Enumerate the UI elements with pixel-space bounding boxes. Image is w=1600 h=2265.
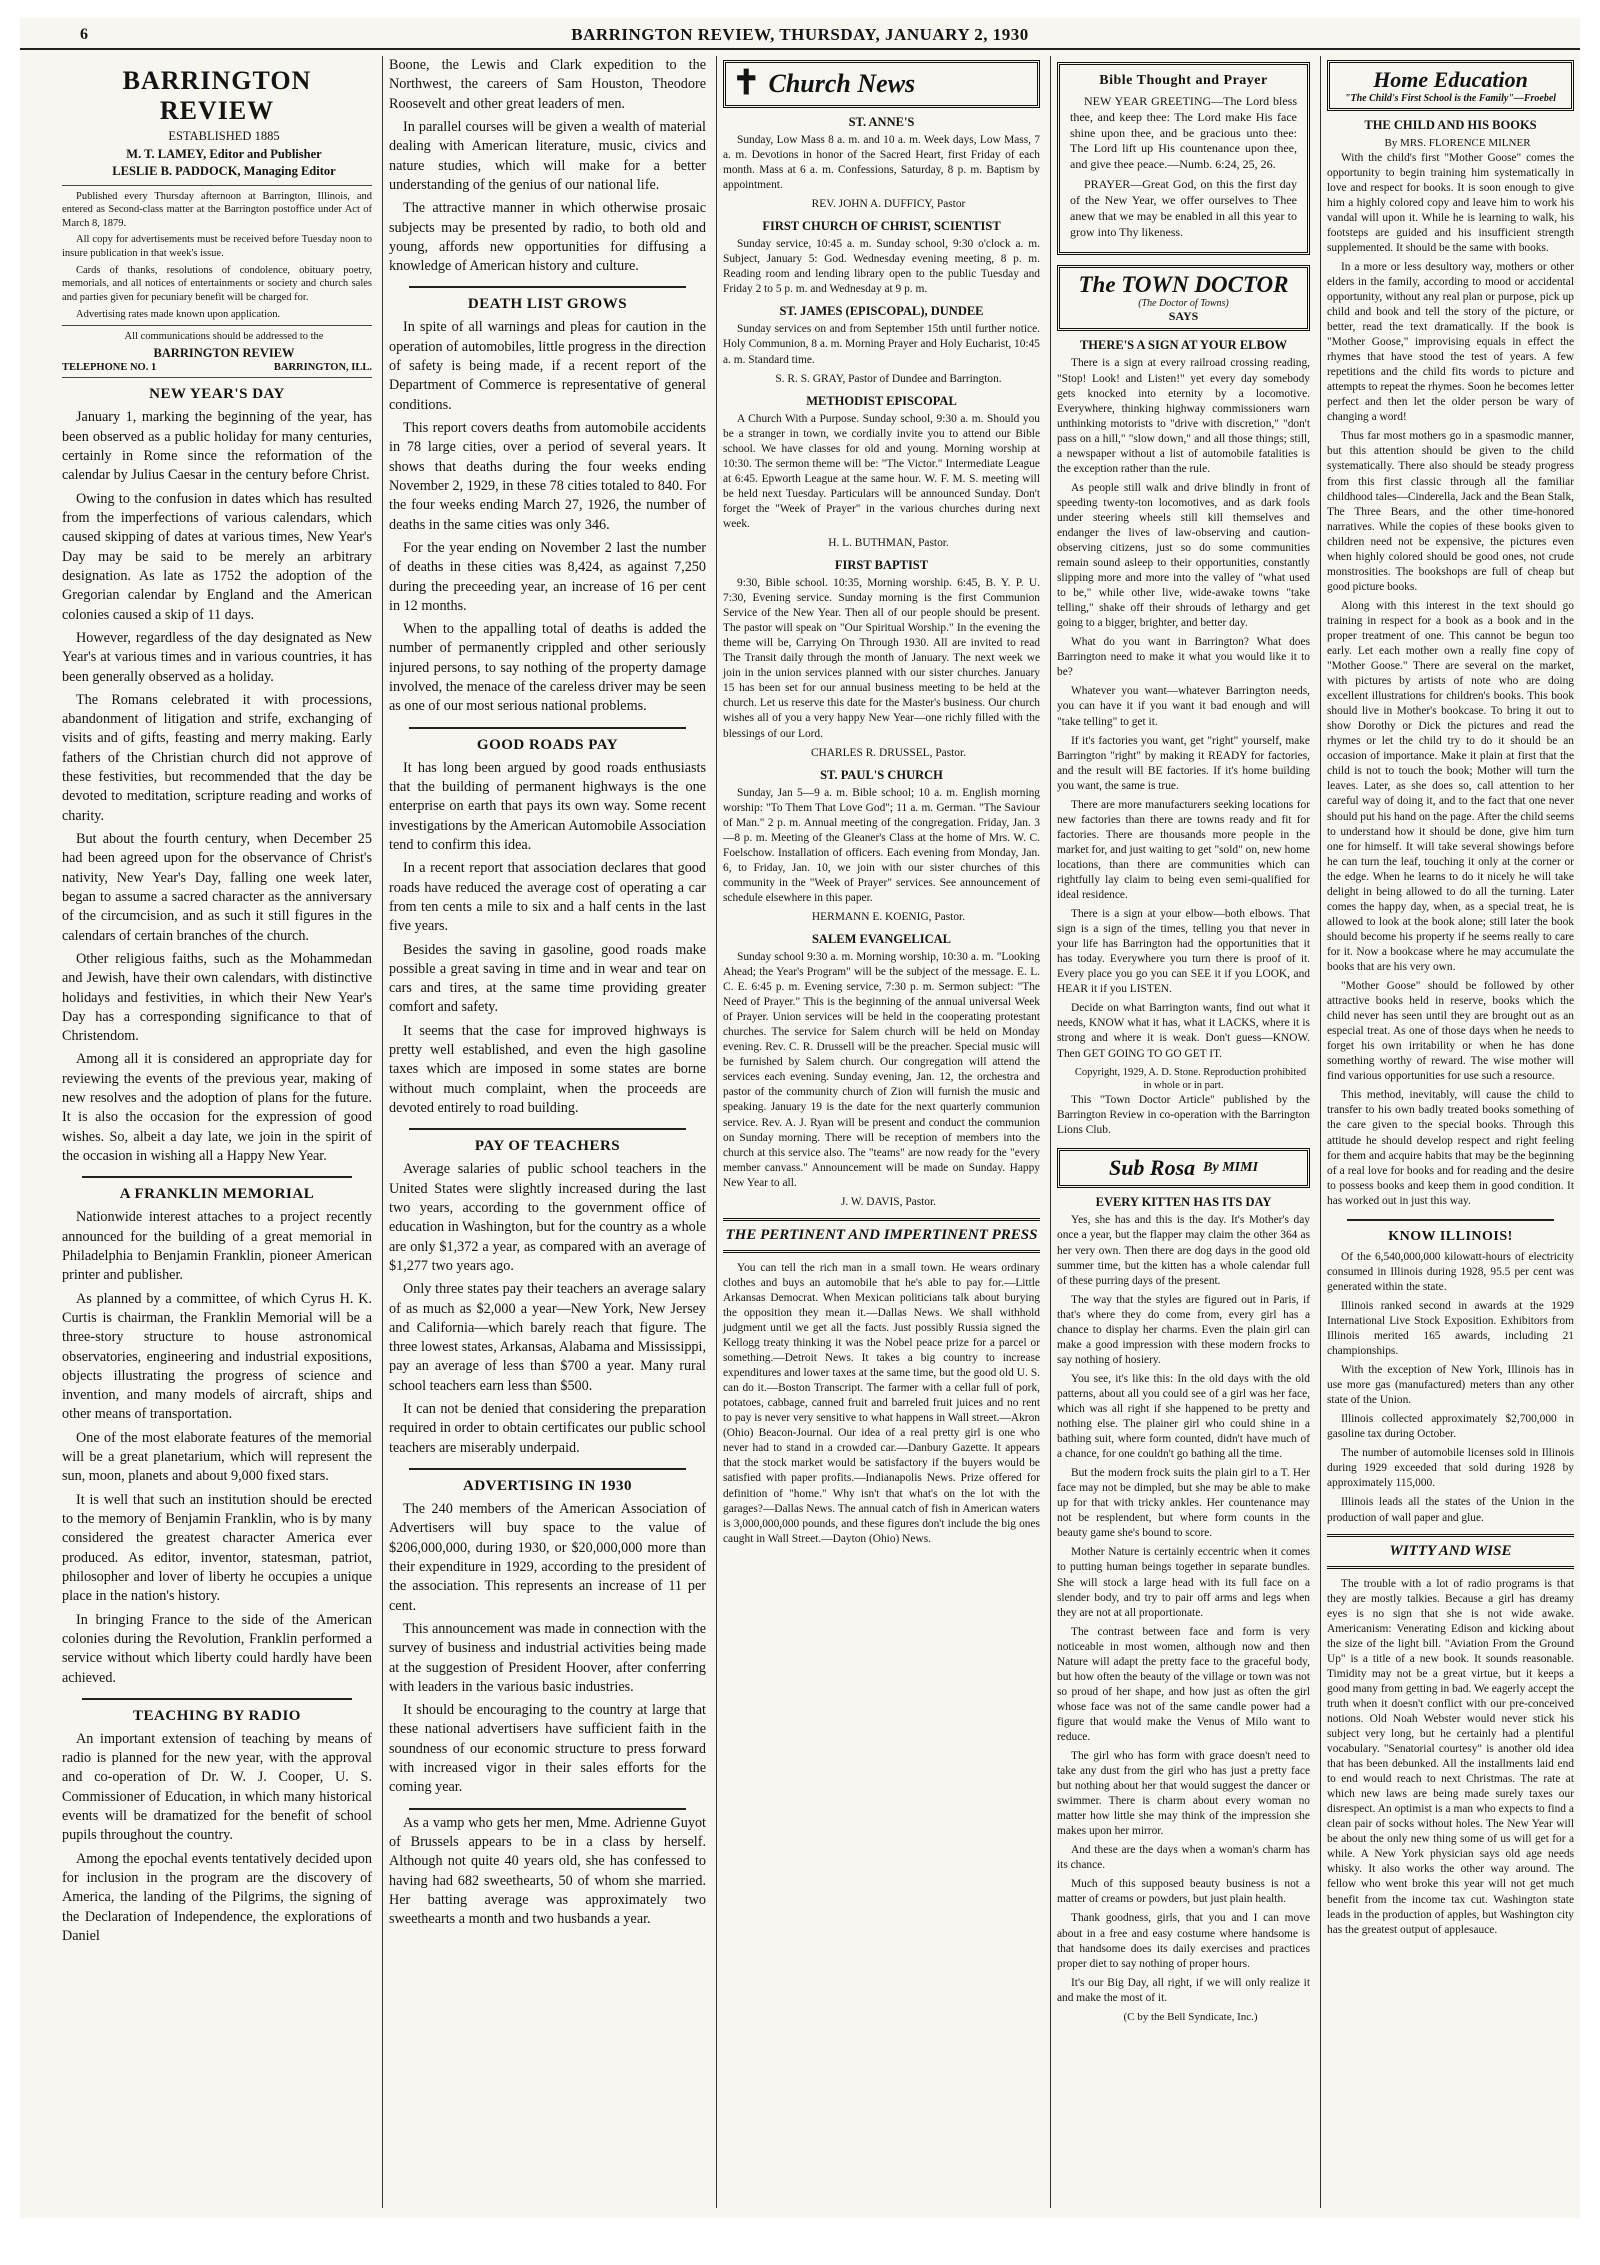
telephone: TELEPHONE NO. 1	[62, 362, 157, 374]
paragraph: However, regardless of the day designated as New Year's at various times and in various countries, it has been generally observed as a holiday.	[62, 629, 372, 685]
advertising-rates-note: Advertising rates made known upon application.	[76, 308, 281, 320]
paragraph: Illinois leads all the states of the Union in the production of wall paper and glue.	[1327, 1496, 1574, 1524]
column-2	[382, 56, 712, 2208]
paragraph: In spite of all warnings and pleas for caution in the operation of automobiles, little progress in the direction of safety is being made, if a recent report of the Department of Commerce is representative of general conditions.	[389, 319, 706, 413]
managing-editor-line: LESLIE B. PADDOCK, Managing Editor	[112, 164, 336, 178]
paragraph: The girl who has form with grace doesn't need to take any dust from the girl who has just a pretty face but nothing about her that would suggest the dancer or swimmer. There is charm about every woman no matter how little she may think of the impression she makes upon her mirror.	[1057, 1750, 1310, 1838]
established-line: ESTABLISHED 1885	[168, 129, 280, 143]
headline-teaching-by-radio: TEACHING BY RADIO	[133, 1707, 301, 1724]
church-pastor: H. L. BUTHMAN, Pastor.	[828, 536, 949, 549]
newspaper-brand: BARRINGTON REVIEW	[122, 66, 312, 125]
bible-greeting: NEW YEAR GREETING—The Lord bless thee, and keep thee: The Lord make His face shine upon thee, and be gracious unto thee: The Lord lift up His countenance upon thee, and give thee peace.—Numb. 6:24, 25, 26.	[1070, 94, 1297, 172]
paragraph: In a recent report that association declares that good roads have reduced the average cost of operating a car from ten cents a mile to six and a half cents in the last five years.	[389, 860, 706, 935]
divider	[409, 1468, 686, 1470]
sub-rosa-title: Sub Rosa	[1108, 1155, 1196, 1181]
divider	[62, 185, 372, 186]
town-doctor-title: The TOWN DOCTOR	[1078, 272, 1289, 298]
paragraph: If it's factories you want, get "right" yourself, make Barrington "right" by making it READY for factories, and the result will BE factories. If it's home building you want, the same is true.	[1057, 734, 1310, 792]
paragraph: Whatever you want—whatever Barrington needs, you can have it if you want it bad enough and will "take telling" to get it.	[1057, 685, 1310, 728]
church-pastor: S. R. S. GRAY, Pastor of Dundee and Barrington.	[775, 372, 1002, 385]
witty-and-wise-text: The trouble with a lot of radio programs is that they are mostly talkies. Because a girl has dreamy eyes is no sign that she is not wide awake. Americanism: Venerating Edison and kicking about the size of the light bill. "Aviation From the Ground Up" is a title of a new book. It sounds reasonable. Timidity may not be a great virtue, but it keeps a good many from getting in bad. We eagerly accept the truth when it doesn't conflict with our pre-conceived notions. Old Noah Webster would never stick his subject very long, but he certainly had a plentiful vocabulary. "Senatorial courtesy" is another old idea that has been debunked. All the installments laid end to end would reach to next Christmas. The rate at which new laws are being made surely taxes our disrespect. An optimist is a man who expects to find a clean pair of socks without holes. The New Year will be about the only new thing some of us will get for a while. A New York physician says old age needs whisky. It also works the other way around. The fellow who went broke this year will not get much benefit from the income tax cut. Washington state leads in the production of apples, but Washington city has the greatest output of applesauce.	[1327, 1577, 1574, 1936]
paragraph: This "Town Doctor Article" published by the Barrington Review in co-operation with the Barrington Lions Club.	[1057, 1094, 1310, 1137]
church-schedule: Sunday service, 10:45 a. m. Sunday school, 9:30 o'clock a. m. Subject, January 5: God. Wednesday evening meeting, 8 p. m. Reading room and lending library open to the public Tuesday and Friday 2 to 5 p. m. and Wednesday at 9 p. m.	[723, 238, 1040, 296]
divider	[62, 377, 372, 378]
paragraph: In a more or less desultory way, mothers or other elders in the family, according to mood or accidental opportunity, without any real plan or purpose, pick up child and book and tell the story of the picture, or better, read the text dramatically. If the book is "Mother Goose," improvising equals in effect the rhymes that have stood the test of years. A few repetitions and the child fits words to picture and attempts to repeat the rhymes. Soon he becomes letter perfect and then let the older person be wary of changing a word!	[1327, 260, 1574, 424]
paragraph: You see, it's like this: In the old days with the old patterns, about all you could see of a girl was her face, which was all right if she happened to be pretty and nothing else. The plainer girl who could shine in a bathing suit, where form counted, didn't have much of a chance, for one couldn't go bathing all the time.	[1057, 1372, 1310, 1461]
church-schedule: Sunday, Jan 5—9 a. m. Bible school; 10 a. m. English morning worship: "To Them That Love God"; 11 a. m. German. "The Saviour of Man." 2 p. m. Annual meeting of the congregation. Friday, Jan. 3—8 p. m. Meeting of the Gleaner's Class at the home of Mrs. W. C. Foelschow. Installation of officers. Each evening from Monday, Jan. 6, to Friday, Jan. 10, we join with our sister churches of this community in the "Week of Prayer" services. See announcement of schedule elsewhere in this paper.	[723, 786, 1040, 904]
pertinent-press-header: THE PERTINENT AND IMPERTINENT PRESS	[723, 1218, 1040, 1253]
paragraph: Average salaries of public school teachers in the United States were slightly increased during the last two years, according to the government office of education in Washington, but for the country as a whole are only $1,372 a year, as compared with an average of $1,277 two years ago.	[389, 1161, 706, 1274]
home-education-headline: THE CHILD AND HIS BOOKS	[1364, 118, 1537, 132]
paragraph: With the exception of New York, Illinois has in use more gas (manufactured) meters than any other state of the Union.	[1327, 1364, 1574, 1407]
paragraph: One of the most elaborate features of the memorial will be a great planetarium, which will represent the sun, moon, planets and about 9,000 fixed stars.	[62, 1429, 372, 1485]
paragraph: But the modern frock suits the plain girl to a T. Her face may not be dimpled, but she may be able to make up for that with tricky ankles. Her countenance may not be resplendent, but where form counts in the beauty game she's bound to score.	[1057, 1467, 1310, 1540]
paragraph: Among all it is considered an appropriate day for reviewing the events of the previous year, making of new resolves and the adoption of plans for the future. It is also the occasion for the expression of good wishes. So, albeit a day late, we join in the spirit of the occasion in wishing all a Happy New Year.	[62, 1051, 372, 1165]
town-doctor-headline: THERE'S A SIGN AT YOUR ELBOW	[1079, 338, 1288, 353]
paragraph: The contrast between face and form is very noticeable in most women, although now and then Nature will adapt the pretty face to the graceful body, but how often the beauty of the village or town was not so proud of her shape, and how just as often the girl whose face was not of the same candle power had a figure that would make the Venus of Milo want to reduce.	[1057, 1625, 1310, 1743]
home-education-header	[1327, 60, 1574, 111]
bible-thought-title: Bible Thought and Prayer	[1099, 73, 1268, 88]
paragraph: This method, inevitably, will cause the child to transfer to his own badly treated books something of the care given to the special books. Through this attitude he should develop respect and right feeling for them and acquire habits that may be the beginning of a real love for books and for reading and the desire to possess books and keep them in good condition. It has worked out in just this way.	[1327, 1089, 1574, 1207]
bible-thought-box	[1057, 62, 1310, 255]
paragraph: It should be encouraging to the country at large that these national advertisers have sufficient faith in the soundness of our economic structure to press forward with increased vigor in their sales efforts for the coming year.	[389, 1702, 706, 1796]
paragraph: But about the fourth century, when December 25 had been agreed upon for the observance of Christ's nativity, New Year's Day, falling one week later, began to assume a sacred character as the anniversary of the circumcision, and as such it still figures in the calendars of certain branches of the church.	[62, 831, 372, 944]
divider	[1347, 1219, 1554, 1221]
church-schedule: A Church With a Purpose. Sunday school, 9:30 a. m. Should you be a stranger in town, we cordially invite you to attend our Bible school. We have classes for old and young. Morning worship at 10:30. The sermon theme will be: "The Victor." Intermediate League at 6:45. Epworth League at the same hour. W. F. M. S. meeting will be held next Tuesday. Particulars will be announced Sunday. Don't forget the "Week of Prayer" in the various churches during next week.	[723, 412, 1040, 530]
paragraph: Owing to the confusion in dates which has resulted from the imperfections of various calendars, which caused skipping of dates at various times, New Year's Day may be said to be merely an arbitrary designation. As late as 1752 the adoption of the Gregorian calendar by England and the American colonies caused a skip of 11 days.	[62, 490, 372, 623]
paragraph: When to the appalling total of deaths is added the number of permanently crippled and other seriously injured persons, to say nothing of the property damage involved, the menace of the careless driver may be seen as one of our most serious national problems.	[389, 621, 706, 715]
headline-death-list-grows: DEATH LIST GROWS	[467, 296, 628, 313]
paragraph: The 240 members of the American Association of Advertisers will buy space to the value of $206,000,000, during 1930, or $20,000,000 more than their expenditure in 1929, according to the president of the association. This represents an increase of 11 per cent.	[389, 1501, 706, 1614]
town-doctor-says: SAYS	[1168, 309, 1199, 324]
address-name: BARRINGTON REVIEW	[153, 345, 295, 360]
syndicate-credit: (C by the Bell Syndicate, Inc.)	[1123, 2010, 1258, 2023]
headline-advertising-1930: ADVERTISING IN 1930	[463, 1478, 632, 1494]
paragraph: Yes, she has and this is the day. It's Mother's day once a year, but the flapper may claim the other 364 as her very own. Then there are dog days in the good old summer time, but the kitten has a whole calendar full of these purring days of the present.	[1057, 1214, 1310, 1287]
paragraph: The Romans celebrated it with processions, abandonment of litigation and strife, exchanging of visits and of gifts, feasting and merry making. Early fathers of the Christian church did not approve of these festivities, but recommended that the day be devoted to meditation, scripture reading and works of charity.	[62, 691, 372, 824]
divider	[82, 1176, 352, 1178]
church-pastor: CHARLES R. DRUSSEL, Pastor.	[810, 746, 967, 759]
paragraph: This announcement was made in connection with the survey of business and industrial activities being made at the suggestion of President Hoover, after conferring with leaders in the various basic industries.	[389, 1620, 706, 1695]
paragraph: The number of automobile licenses sold in Illinois during 1929 exceeded that sold during 1928 by approximately 115,000.	[1327, 1447, 1574, 1490]
divider	[82, 1698, 352, 1700]
church-name: METHODIST EPISCOPAL	[806, 393, 957, 408]
column-4	[1050, 56, 1316, 2208]
column-3	[716, 56, 1046, 2208]
paragraph: "Mother Goose" should be followed by other attractive books held in reserve, books which the child never has seen until they are brought out as an especial treat. As one of those days when he needs to forget his own irritability or when he has done something worthy of reward. The wise mother will find various opportunities for use such a resource.	[1327, 980, 1574, 1083]
paragraph: The way that the styles are figured out in Paris, if that's where they do come from, every girl has a chance to display her charms. Even the plain girl can make a good impression with these modern frocks to say nothing of hosiery.	[1057, 1293, 1310, 1366]
paragraph: It has long been argued by good roads enthusiasts that the building of permanent highways is the one enterprise on earth that pays its own way. Some recent investigations by the American Automobile Association tend to confirm this idea.	[389, 759, 706, 853]
address-note: All communications should be addressed to the	[124, 331, 324, 343]
headline-good-roads-pay: GOOD ROADS PAY	[476, 736, 619, 753]
church-news-header	[723, 60, 1040, 108]
paragraph: It's our Big Day, all right, if we will only realize it and make the most of it.	[1057, 1976, 1310, 2004]
paragraph: January 1, marking the beginning of the year, has been observed as a public holiday for many centuries, certainly in Rome since the reformation of the calendar by Julius Caesar in the century before Christ.	[62, 409, 372, 484]
divider	[409, 286, 686, 288]
paragraph: For the year ending on November 2 last the number of deaths in these cities was 8,424, as against 7,250 during the preceeding year, an increase of 16 per cent in 12 months.	[389, 539, 706, 614]
sub-rosa-byline: By MIMI	[1203, 1160, 1259, 1176]
pertinent-press-text: You can tell the rich man in a small town. He wears ordinary clothes and buys an automobile that he's able to pay for.—Little Arkansas Democrat. When Mexican politicians talk about burying the opposition they mean it.—Dallas News. We shall withhold judgment until we get all the facts. Just possibly Russia signed the Kellogg treaty thinking it was the Nobel peace prize for a parcel or something.—Detroit News. It takes a big country to increase expenditures and lower taxes at the same time, but the good old U. S. can do it.—Boston Transcript. The farmer with a cellar full of pork, potatoes, cabbage, canned fruit and barreled fruit juices and no rent to pay is never very sensitive to what happens in Wall street.—Akron (Ohio) Beacon-Journal. Our idea of a real pretty girl is one who never had to stand in a crowded car.—Danbury Gazette. It appears that the stock market would be satisfactory if the buyers would be satisfied with paper profits.—Indianapolis News. Prize offered for definition of "home." Why isn't that what's on the lot with the garages?—Dallas News. The annual catch of fish in American waters is 3,000,000,000 pounds, and these figures don't include the big ones caught in Wall Street.—Dayton (Ohio) News.	[723, 1261, 1040, 1545]
paragraph: Mother Nature is certainly eccentric when it comes to putting human beings together in separate bundles. She will stock a large head with its full face on a slender body, and try to pair off arms and legs when they are not at all proportionate.	[1057, 1546, 1310, 1619]
paragraph: It seems that the case for improved highways is pretty well established, and even the high gasoline taxes which are imposed in some states are borne without much complaint, when the proceeds are devoted entirely to road building.	[389, 1022, 706, 1116]
paragraph: Other religious faiths, such as the Mohammedan and Jewish, have their own calendars, with distinctive holidays and festivities, in which their New Year's Day has a corresponding significance to that of Christendom.	[62, 950, 372, 1045]
copyright-note: Copyright, 1929, A. D. Stone. Reproduction prohibited in whole or in part.	[1074, 1066, 1307, 1092]
paragraph: Decide on what Barrington wants, find out what it needs, KNOW what it has, what it LACKS, where it is strong and where it is weak. Don't guess—KNOW. Then GET GOING TO GO GET IT.	[1057, 1002, 1310, 1060]
church-name: ST. ANNE'S	[848, 115, 915, 129]
paragraph: In parallel courses will be given a wealth of material dealing with American literature, music, civics and nature studies, which will make for a better understanding of the genius of our national life.	[389, 118, 706, 193]
paragraph: Among the epochal events tentatively decided upon for inclusion in the program are the discovery of America, the landing of the Pilgrims, the signing of the Declaration of Independence, the explorations of Daniel	[62, 1850, 372, 1944]
cross-icon: ✝	[732, 65, 761, 102]
column-5	[1320, 56, 1580, 2208]
paragraph: As planned by a committee, of which Cyrus H. K. Curtis is chairman, the Franklin Memorial will be a three-story structure to house astronomical observatories, engineering and industrial expositions, objects illustrating the progress of science and invention, and many models of aircraft, ships and other means of transportation.	[62, 1290, 372, 1423]
home-education-byline: By MRS. FLORENCE MILNER	[1384, 137, 1531, 149]
church-schedule: 9:30, Bible school. 10:35, Morning worship. 6:45, B. Y. P. U. 7:30, Evening service. Sunday morning is the first Communion Service of the New Year. Then all of our people should be present. The pastor will speak on "Our Spiritual Worship." In the evening the theme will be, Carrying On Through 1930. All are invited to read The Transit daily through the month of January. The next week we join in the union services planned with our sister churches. January 15 has been set for our annual business meeting to be held at the church. Let us reserve this date for the Master's business. Our church wishes all of you a very happy New Year—one richly filled with the blessings of our Lord.	[723, 577, 1040, 740]
editor-line: M. T. LAMEY, Editor and Publisher	[126, 146, 322, 161]
cards-note: Cards of thanks, resolutions of condolence, obituary poetry, memorials, and all notices of entertainments or society and church sales and parties given for pecuniary benefit will be charged for.	[62, 264, 372, 303]
home-education-subtitle: "The Child's First School is the Family"—Froebel	[1344, 93, 1557, 104]
town-doctor-subtitle: (The Doctor of Towns)	[1138, 298, 1229, 310]
paragraph: This report covers deaths from automobile accidents in 78 large cities, over a period of several years. It shows that deaths during the four weeks ending November 2, 1929, in these 78 cities totaled to 840. For the four weeks ending March 27, 1926, the number of deaths in the same cities was only 346.	[389, 420, 706, 533]
paragraph: Boone, the Lewis and Clark expedition to the Northwest, the careers of Sam Houston, Theodore Roosevelt and other great leaders of men.	[389, 57, 706, 112]
paragraph: There are more manufacturers seeking locations for new factories than there are towns ready and fit for factories. There are thousands more people in the market for, and just waiting to get "sold" on, new home locations, than there are communities which can rightfully lay claim to being even semi-qualified for ideal residence.	[1057, 798, 1310, 902]
church-name: FIRST CHURCH OF CHRIST, SCIENTIST	[762, 219, 1001, 234]
paragraph: Much of this supposed beauty business is not a matter of creams or powders, but just plain health.	[1057, 1878, 1310, 1906]
paragraph: Besides the saving in gasoline, good roads make possible a great saving in time and in wear and tear on cars and tires, at the same time providing greater comfort and safety.	[389, 941, 706, 1016]
paragraph: Illinois collected approximately $2,700,000 in gasoline tax during October.	[1327, 1413, 1574, 1441]
church-schedule: Sunday, Low Mass 8 a. m. and 10 a. m. Week days, Low Mass, 7 a. m. Devotions in honor of the Sacred Heart, first Friday of each month. Mass at 6 a. m. Confessions, Saturday, 8 p. m. Baptism by appointment.	[723, 134, 1040, 192]
headline-new-years-day: NEW YEAR'S DAY	[149, 386, 285, 403]
home-education-title: Home Education	[1373, 67, 1528, 92]
town-doctor-header	[1057, 265, 1310, 331]
city: BARRINGTON, ILL.	[273, 362, 372, 374]
church-news-title: Church News	[768, 69, 916, 98]
paragraph: As people still walk and drive blindly in front of speeding twenty-ton locomotives, and as dark fools under steering wheels still kill themselves and endanger the lives of law-observing and caution-observing citizens, just so do some communities remain sound asleep to their opportunities, constantly slipping more and more into the valley of "what used to be," while other live, wide-awake towns "take telling," shake off their shrouds of lethargy and get going to a bigger, brighter, and better day.	[1057, 481, 1310, 630]
paragraph: What do you want in Barrington? What does Barrington need to make it what you would like it to be?	[1057, 636, 1310, 679]
paragraph: Thank goodness, girls, that you and I can move about in a free and easy costume where handsome is that handsome does its daily exercises and practices proper diet to say nothing of proper hours.	[1057, 1912, 1310, 1970]
paragraph: Only three states pay their teachers an average salary of as much as $2,000 a year—New York, New Jersey and California—which barely reach that figure. The three lowest states, Arkansas, Alabama and Mississippi, pay an average of less than $700 a year. Many rural school teachers earn less than $500.	[389, 1281, 706, 1394]
paragraph: As a vamp who gets her men, Mme. Adrienne Guyot of Brussels appears to be in a class by herself. Although not quite 40 years old, she has confessed to having had 682 sweethearts, 50 of whom she married. Her batting average was approximately two sweethearts a month and two husbands a year.	[389, 1814, 706, 1928]
headline-franklin-memorial: A FRANKLIN MEMORIAL	[119, 1186, 315, 1203]
divider	[409, 1128, 686, 1130]
witty-and-wise-header: WITTY AND WISE	[1327, 1534, 1574, 1569]
divider	[409, 1808, 686, 1810]
bible-prayer: PRAYER—Great God, on this the first day of the New Year, we offer ourselves to Thee anew that we may be enabled in all this year to grow into Thy likeness.	[1070, 177, 1297, 239]
church-pastor: HERMANN E. KOENIG, Pastor.	[811, 910, 966, 923]
paragraph: The attractive manner in which otherwise prosaic subjects may be presented by radio, to both old and young, affords new opportunities for diffusing a knowledge of American history and culture.	[389, 200, 706, 275]
paragraph: In bringing France to the side of the American colonies during the Revolution, Franklin performed a service without which liberty could hardly have been achieved.	[62, 1611, 372, 1686]
column-1	[56, 56, 378, 2208]
divider	[409, 727, 686, 729]
headline-pay-of-teachers: PAY OF TEACHERS	[474, 1138, 621, 1155]
masthead-title: BARRINGTON REVIEW, THURSDAY, JANUARY 2, 1930	[571, 25, 1029, 44]
paragraph: And these are the days when a woman's charm has its chance.	[1057, 1844, 1310, 1872]
paragraph: Along with this interest in the text should go training in respect for a book as a book and in the proper treatment of one. This cannot be begun too early. Let each mother own a really fine copy of "Mother Goose." There are several on the market, with pictures by artists of note who are doing excellent illustrations for children's books. This book should live in Mother's bookcase. To bring it out to show Dorothy or Dick the pictures and read the rhymes or let the child try to do it should be an occasion of importance. Make it plain at first that the child is not to touch the book; Mother will turn the leaves. Later, as she does so, call attention to her careful way of doing it, and to the fact that one never should put his hand on the page. After the child seems to understand how it should be done, give him turn one for himself. It will take several showings before he can turn the leaf, touching it only at the corner or the edge. When he learns to do it nicely he will take delight in being allowed to do all the turning. Later comes the happy day, when, as a special treat, he is allowed to look at the book alone; still later the book should become his property if he seems really to care for it. Now a bookcase where he may accumulate the books that are his very own.	[1327, 599, 1574, 973]
church-pastor: J. W. DAVIS, Pastor.	[840, 1195, 937, 1208]
newspaper-page	[20, 18, 1580, 2218]
copy-note: All copy for advertisements must be received before Tuesday noon to insure publication in that week's issue.	[62, 234, 372, 260]
paragraph: Thus far most mothers go in a spasmodic manner, but this attention should be given to the child systematically. There also should be steady progress from this first classic through all the familiar childhood tales—Cinderella, Jack and the Bean Stalk, The Three Bears, and the other time-honored narratives. While the copies of these books given to children need not be expensive, the pictures even when highly colored should be good ones, not crude monstrosities. The bookshops are full of cheap but good picture books.	[1327, 430, 1574, 593]
church-name: FIRST BAPTIST	[834, 558, 929, 573]
church-schedule: Sunday services on and from September 15th until further notice. Holy Communion, 8 a. m. Morning Prayer and Holy Eucharist, 10:45 a. m. Standard time.	[723, 323, 1041, 366]
paragraph: Of the 6,540,000,000 kilowatt-hours of electricity consumed in Illinois during 1928, 95.5 per cent was generated within the state.	[1327, 1250, 1574, 1293]
sub-rosa-header	[1057, 1148, 1310, 1188]
paragraph: Illinois ranked second in awards at the 1929 International Live Stock Exposition. Exhibitors from Illinois merited 165 awards, including 21 championships.	[1327, 1299, 1574, 1358]
paragraph: There is a sign at your elbow—both elbows. That sign is a sign of the times, telling you that never in your life has Barrington had the opportunities that it has today. Everywhere you turn there is proof of it. Every place you go you can SEE it if you LOOK, and HEAR it if you LISTEN.	[1057, 908, 1310, 996]
contact-line	[62, 362, 372, 373]
paragraph: Nationwide interest attaches to a project recently announced for the building of a great memorial in Philadelphia to Benjamin Franklin, pioneer American printer and publisher.	[62, 1209, 372, 1284]
paragraph: It is well that such an institution should be erected to the memory of Benjamin Franklin, who is by many considered the greatest character America ever produced. As editor, inventor, statesman, patriot, philosopher and lover of liberty he occupies a unique place in the nation's history.	[62, 1491, 372, 1605]
church-pastor: REV. JOHN A. DUFFICY, Pastor	[811, 198, 966, 211]
church-name: ST. JAMES (EPISCOPAL), DUNDEE	[779, 304, 984, 319]
paragraph: With the child's first "Mother Goose" comes the opportunity to begin training him systematically in love and respect for books. It is soon enough to give him a highly colored copy and leave him to work his vandal will upon it. While he is learning to walk, his footsteps are guided and his insufficient strength supplemented. It should be the same with books.	[1327, 151, 1574, 254]
church-schedule: Sunday school 9:30 a. m. Morning worship, 10:30 a. m. "Looking Ahead; the Year's Program" will be the subject of the message. E. L. C. E. 6:45 p. m. Evening service, 7:30 p. m. Sermon subject: "The Need of Prayer." This is the beginning of the annual universal Week of Prayer. Union services will be held in the cooperating protestant churches. The service for Salem church will be held on Monday evening. Rev. C. R. Drussell will be the preacher. Special music will be furnished by Salem church. Our congregation will attend the services each evening. Sunday evening, Jan. 12, the orchestra and pastor of the community church of Zion will furnish the music and speaking. January 19 is the date for the next quarterly communion service. Rev. A. J. Ryan will be present and conduct the communion on Sunday morning. There will be reception of members into the church at this service also. The "teams" are now ready for the "every member canvass." Announcement will be made on Sunday. Happy New Year to all.	[723, 951, 1040, 1189]
publication-note: Published every Thursday afternoon at Barrington, Illinois, and entered as Second-class matter at the Barrington postoffice under Act of March 8, 1879.	[62, 190, 372, 229]
paragraph: It can not be denied that considering the preparation required in order to obtain certificates our public school teachers are miserably underpaid.	[389, 1401, 706, 1456]
page-number: 6	[80, 26, 88, 43]
church-name: ST. PAUL'S CHURCH	[820, 767, 943, 782]
paragraph: An important extension of teaching by means of radio is planned for the new year, with the approval and co-operation of Dr. W. J. Cooper, U. S. Commissioner of Education, in which many historical events will be dramatized for the benefit of school pupils throughout the country.	[62, 1730, 372, 1844]
paragraph: There is a sign at every railroad crossing reading, "Stop! Look! and Listen!" yet every day somebody gets knocked into eternity by a locomotive. Everywhere, thinking highway commissioners warn unthinking motorists to "drive with discretion," "don't pass on a hill," "slow down," and all those things; still, a newspaper without a list of automobile fatalities is the exception rather than the rule.	[1057, 357, 1310, 475]
masthead	[20, 18, 1580, 50]
divider	[62, 325, 372, 326]
sub-rosa-headline: EVERY KITTEN HAS ITS DAY	[1095, 1195, 1272, 1210]
church-name: SALEM EVANGELICAL	[811, 932, 952, 947]
know-illinois-headline: KNOW ILLINOIS!	[1388, 1228, 1513, 1244]
